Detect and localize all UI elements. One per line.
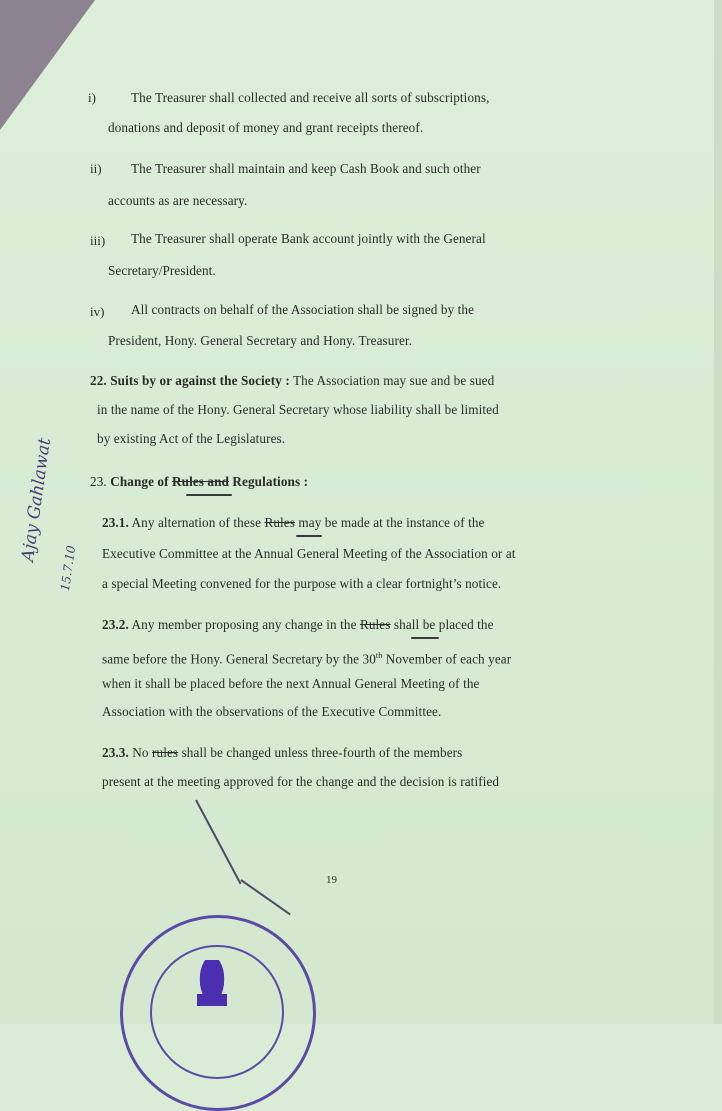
section-number: 22.: [90, 373, 107, 388]
item-text: The Treasurer shall maintain and keep Cash Book and such other: [131, 161, 481, 176]
clause-23-2-line: [102, 617, 494, 633]
item-text: donations and deposit of money and grant receipts thereof.: [108, 120, 424, 135]
struck-text: rules: [152, 745, 179, 760]
pen-underline: [296, 535, 322, 537]
item-marker: ii): [90, 161, 102, 176]
clause-23-2-line2: [102, 648, 511, 667]
section-heading: Suits by or against the Society :: [110, 373, 290, 388]
item-marker: iii): [90, 233, 106, 248]
page-number: 19: [326, 874, 337, 886]
page-edge: [714, 0, 722, 1024]
clause-text: November of each year: [382, 651, 512, 667]
item-text: The Treasurer shall operate Bank account jointly with the General: [131, 231, 486, 246]
clause-23-1-line: [102, 515, 485, 531]
clause-number: 23.3.: [102, 745, 129, 760]
clause-number: 23.1.: [102, 515, 129, 530]
section-heading-part: Regulations :: [232, 474, 309, 489]
section-22-line: [90, 373, 494, 389]
section-text: in the name of the Hony. General Secretary whose liability shall be limited: [97, 402, 499, 417]
struck-text: Rules: [264, 515, 295, 530]
pen-stroke: [195, 800, 241, 885]
clause-text: shall be changed unless three-fourth of the members: [181, 745, 463, 760]
clause-number: 23.2.: [102, 617, 129, 632]
clause-text: Association with the observations of the Executive Committee.: [102, 704, 442, 719]
margin-signature: Ajay Gahlawat: [18, 436, 56, 563]
signature-date: 15.7.10: [58, 544, 79, 592]
item-text: President, Hony. General Secretary and Hony. Treasurer.: [108, 333, 413, 348]
clause-text: may be made at the instance of the: [298, 515, 485, 530]
section-number: 23.: [90, 474, 107, 489]
section-23-heading: [90, 474, 308, 490]
item-text: All contracts on behalf of the Association shall be signed by the: [131, 302, 475, 317]
folded-corner: [0, 0, 95, 130]
clause-text: Any member proposing any change in the: [131, 617, 357, 632]
pen-underline: [411, 637, 439, 639]
clause-text: present at the meeting approved for the change and the decision is ratified: [102, 774, 500, 789]
clause-text: No: [132, 745, 149, 760]
section-text: The Association may sue and be sued: [293, 373, 495, 388]
clause-text: shall be placed the: [393, 617, 494, 632]
struck-text: Rules and: [172, 474, 229, 489]
section-heading-part: Change of: [110, 474, 169, 489]
item-text: accounts as are necessary.: [108, 193, 248, 208]
clause-text: same before the Hony. General Secretary by the 30: [102, 651, 376, 667]
pen-stroke: [240, 879, 290, 915]
clause-text: a special Meeting convened for the purpose with a clear fortnight’s notice.: [102, 576, 502, 591]
clause-23-3-line: [102, 745, 462, 761]
section-text: by existing Act of the Legislatures.: [97, 431, 286, 446]
item-text: The Treasurer shall collected and receive all sorts of subscriptions,: [131, 90, 490, 105]
item-marker: i): [88, 90, 96, 105]
struck-text: Rules: [359, 617, 391, 632]
clause-text: Any alternation of these: [131, 515, 262, 530]
item-marker: iv): [90, 304, 105, 319]
clause-text: Executive Committee at the Annual General Meeting of the Association or at: [102, 546, 516, 561]
superscript: th: [375, 651, 383, 660]
pen-underline: [186, 494, 232, 496]
clause-text: when it shall be placed before the next Annual General Meeting of the: [102, 676, 480, 691]
national-emblem-icon: [193, 960, 231, 1015]
item-text: Secretary/President.: [108, 263, 216, 278]
